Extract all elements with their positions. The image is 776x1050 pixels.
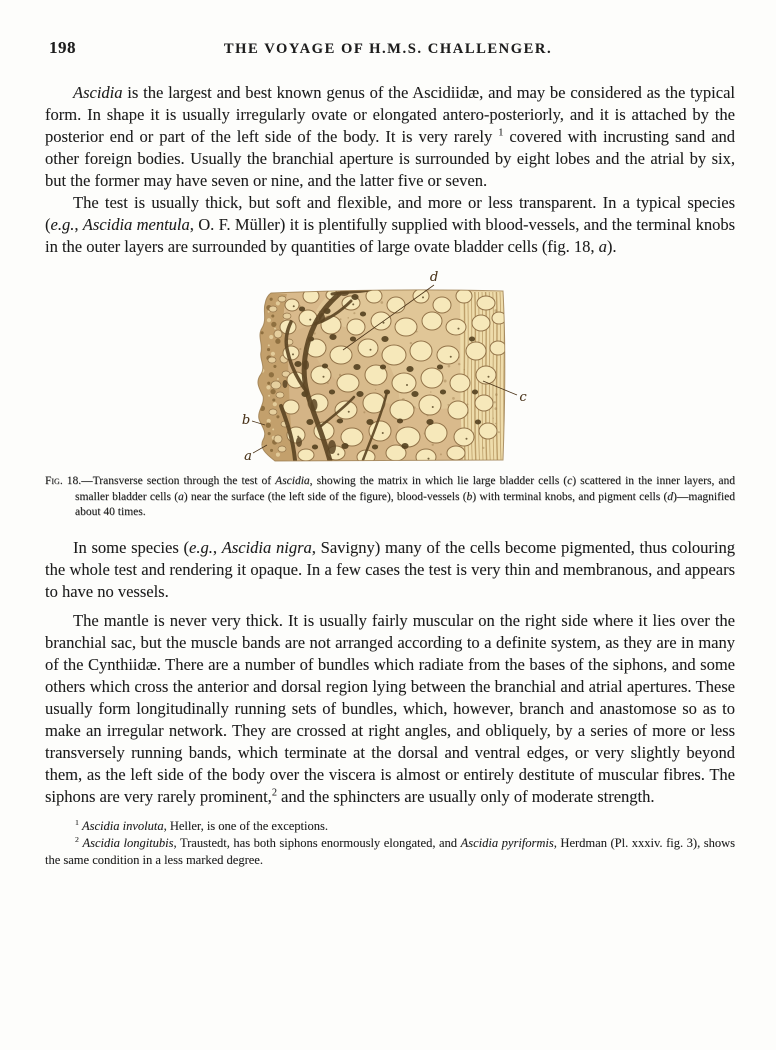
footnote-2: $^2$ Ascidia longitubis, Traustedt, has both siphons enormously elongated, and Ascidia pyriformis, Herdman (Pl. xxxiv. fig. 3), shows the same condition in a less marked degree. <box>45 834 736 867</box>
paragraph-2: The test is usually thick, but soft and flexible, and more or less transparent. In a typical species (e.g., Ascidia mentula, O. F. Müller) it is plentifully supplied with blood-vessels, and the terminal knobs in the outer layers are surrounded by quantities of large ovate bladder cells (fig. 18, a). <box>45 193 736 256</box>
main-text-column <box>45 82 735 869</box>
paragraph-1: Ascidia is the largest and best known genus of the Ascidiidæ, and may be considered as the typical form. In shape it is usually irregularly ovate or elongated antero-posteriorly, and it is attached by the posterior end or part of the left side of the body. It is very rarely $^1$ covered with incrusting sand and other foreign bodies. Usually the branchial aperture is surrounded by eight lobes and the atrial by six, but the former may have seven or nine, and the latter five or seven. <box>45 83 736 190</box>
footnotes-section <box>45 818 735 869</box>
figure-label-b: b <box>241 413 251 428</box>
figure <box>235 264 545 469</box>
paragraph-3: In some species (e.g., Ascidia nigra, Savigny) many of the cells become pigmented, thus colouring the whole test and rendering it opaque. In a few cases the test is very thin and membranous, and appears to have no vessels. <box>45 537 736 601</box>
footnote-1: $^1$ Ascidia involuta, Heller, is one of the exceptions. <box>75 817 328 833</box>
running-title: THE VOYAGE OF H.M.S. CHALLENGER. <box>223 41 553 57</box>
figure-label-d: d <box>429 270 439 285</box>
figure-18-illustration <box>235 264 545 469</box>
paragraph-4: The mantle is never very thick. It is usually fairly muscular on the right side where it lies over the branchial sac, but the muscle bands are not arranged according to a definite system, as they are in many of the Cynthiidæ. There are a number of bundles which radiate from the bases of the siphons, and some others which cross the anterior and dorsal region lying between the branchial and atrial apertures. These usually form longitudinally running sets of bundles, which, however, branch and anastomose so as to make an irregular network. They are crossed at right angles, and obliquely, by a series of more or less transversely running bands, which terminate at the dorsal and ventral edges, or very slightly beyond them, as the left side of the body over the viscera is almost or entirely destitute of muscular fibres. The siphons are very rarely prominent,$^2$ and the sphincters are usually only of moderate strength. <box>45 610 735 806</box>
figure-label-c: c <box>519 390 527 405</box>
figure-label-a: a <box>244 449 252 464</box>
figure-caption: Fig. 18.—Transverse section through the test of Ascidia, showing the matrix in which lie large bladder cells (c) scattered in the inner layers, and smaller bladder cells (a) near the surface (the left side of the figure), blood-vessels (b) with terminal knobs, and pigment cells (d)—magnified about 40 times. <box>45 475 736 518</box>
page-number: 198 <box>49 38 76 57</box>
